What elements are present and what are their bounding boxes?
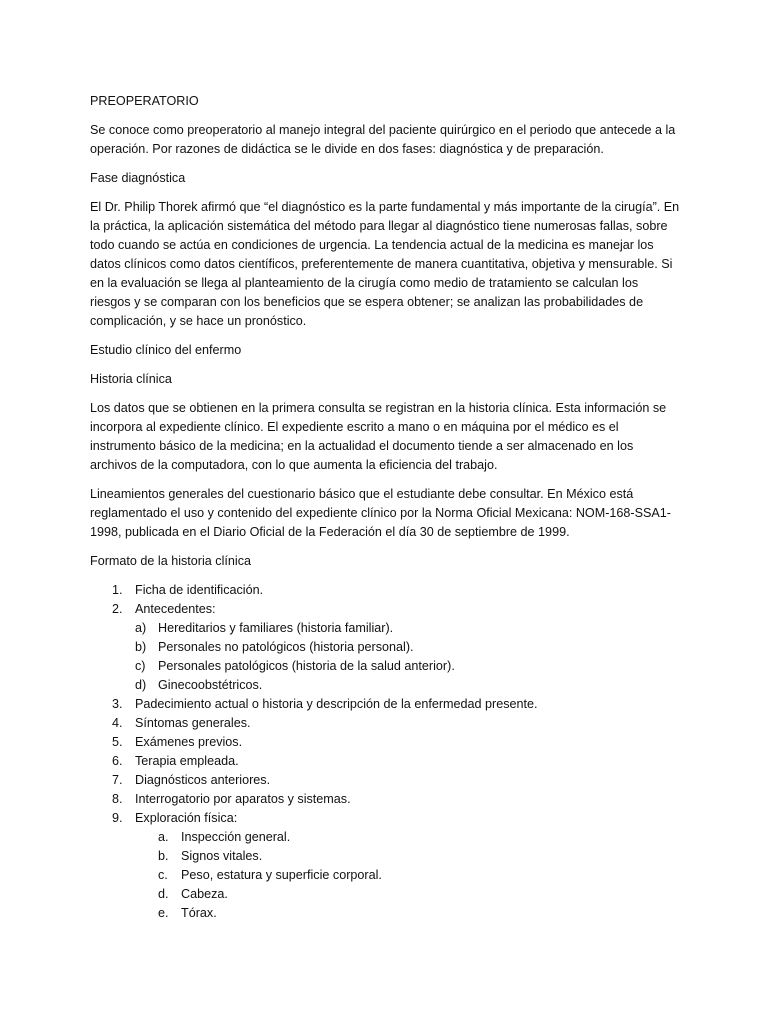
list-number: 7. bbox=[112, 773, 123, 787]
list-subitem bbox=[90, 904, 680, 923]
heading-historia-clinica: Historia clínica bbox=[90, 372, 172, 386]
list-letter: d) bbox=[135, 678, 147, 692]
list-item bbox=[90, 714, 680, 733]
list-text: Padecimiento actual o historia y descripción de la enfermedad presente. bbox=[135, 697, 538, 711]
list-item bbox=[90, 771, 680, 790]
list-text: Hereditarios y familiares (historia familiar). bbox=[158, 621, 394, 635]
formato-list bbox=[90, 581, 680, 923]
list-number: 8. bbox=[112, 792, 123, 806]
list-text: Personales patológicos (historia de la salud anterior). bbox=[158, 659, 455, 673]
list-text: Interrogatorio por aparatos y sistemas. bbox=[135, 792, 351, 806]
list-item bbox=[90, 600, 680, 619]
list-text: Antecedentes: bbox=[135, 602, 216, 616]
list-number: 3. bbox=[112, 697, 123, 711]
list-subitem bbox=[90, 866, 680, 885]
list-number: 9. bbox=[112, 811, 123, 825]
list-subitem bbox=[90, 885, 680, 904]
list-letter: e. bbox=[158, 906, 169, 920]
paragraph-lineamientos: Lineamientos generales del cuestionario básico que el estudiante debe consultar. En México está reglamentado el uso y contenido del expediente clínico por la Norma Oficial Mexicana: NOM-168-SSA1-1998, publicada en el Diario Oficial de la Federación el día 30 de septiembre de 1999. bbox=[90, 487, 672, 539]
list-text: Exámenes previos. bbox=[135, 735, 243, 749]
heading-estudio-clinico: Estudio clínico del enfermo bbox=[90, 343, 242, 357]
heading-formato: Formato de la historia clínica bbox=[90, 554, 251, 568]
list-letter: a. bbox=[158, 830, 169, 844]
list-subitem bbox=[90, 638, 680, 657]
list-item bbox=[90, 733, 680, 752]
document-body bbox=[90, 92, 680, 923]
list-text: Cabeza. bbox=[181, 887, 228, 901]
list-number: 6. bbox=[112, 754, 123, 768]
list-number: 4. bbox=[112, 716, 123, 730]
list-subitem bbox=[90, 847, 680, 866]
list-text: Síntomas generales. bbox=[135, 716, 251, 730]
list-text: Signos vitales. bbox=[181, 849, 263, 863]
list-number: 5. bbox=[112, 735, 123, 749]
list-item bbox=[90, 695, 680, 714]
list-item bbox=[90, 752, 680, 771]
list-number: 2. bbox=[112, 602, 123, 616]
doc-title: PREOPERATORIO bbox=[90, 94, 199, 108]
list-letter: c. bbox=[158, 868, 168, 882]
list-letter: b) bbox=[135, 640, 147, 654]
list-text: Terapia empleada. bbox=[135, 754, 239, 768]
list-item bbox=[90, 809, 680, 828]
list-subitem bbox=[90, 657, 680, 676]
list-letter: b. bbox=[158, 849, 169, 863]
list-text: Tórax. bbox=[181, 906, 217, 920]
list-number: 1. bbox=[112, 583, 123, 597]
list-text: Peso, estatura y superficie corporal. bbox=[181, 868, 382, 882]
paragraph-thorek: El Dr. Philip Thorek afirmó que “el diagnóstico es la parte fundamental y más importante de la cirugía”. En la práctica, la aplicación sistemática del método para llegar al diagnóstico tiene numerosas fallas, sobre todo cuando se actúa en condiciones de urgencia. La tendencia actual de la medicina es manejar los datos clínicos como datos científicos, preferentemente de manera cuantitativa, objetiva y mensurable. Si en la evaluación se llega al planteamiento de la cirugía como medio de tratamiento se calculan los riesgos y se comparan con los beneficios que se espera obtener; se analizan las probabilidades de complicación, y se hace un pronóstico. bbox=[90, 200, 680, 328]
list-letter: c) bbox=[135, 659, 146, 673]
list-letter: d. bbox=[158, 887, 169, 901]
paragraph-intro: Se conoce como preoperatorio al manejo integral del paciente quirúrgico en el periodo que antecede a la operación. Por razones de didáctica se le divide en dos fases: diagnóstica y de preparación. bbox=[90, 123, 676, 156]
list-subitem bbox=[90, 676, 680, 695]
list-letter: a) bbox=[135, 621, 147, 635]
list-subitem bbox=[90, 619, 680, 638]
list-item bbox=[90, 581, 680, 600]
paragraph-historia: Los datos que se obtienen en la primera consulta se registran en la historia clínica. Esta información se incorpora al expediente clínico. El expediente escrito a mano o en máquina por el médico es el instrumento básico de la medicina; en la actualidad el documento tiende a ser almacenado en los archivos de la computadora, con lo que aumenta la eficiencia del trabajo. bbox=[90, 401, 667, 472]
list-subitem bbox=[90, 828, 680, 847]
list-text: Diagnósticos anteriores. bbox=[135, 773, 271, 787]
list-item bbox=[90, 790, 680, 809]
list-text: Inspección general. bbox=[181, 830, 291, 844]
list-text: Ginecoobstétricos. bbox=[158, 678, 263, 692]
heading-fase-diagnostica: Fase diagnóstica bbox=[90, 171, 186, 185]
list-text: Ficha de identificación. bbox=[135, 583, 264, 597]
list-text: Personales no patológicos (historia personal). bbox=[158, 640, 414, 654]
list-text: Exploración física: bbox=[135, 811, 238, 825]
